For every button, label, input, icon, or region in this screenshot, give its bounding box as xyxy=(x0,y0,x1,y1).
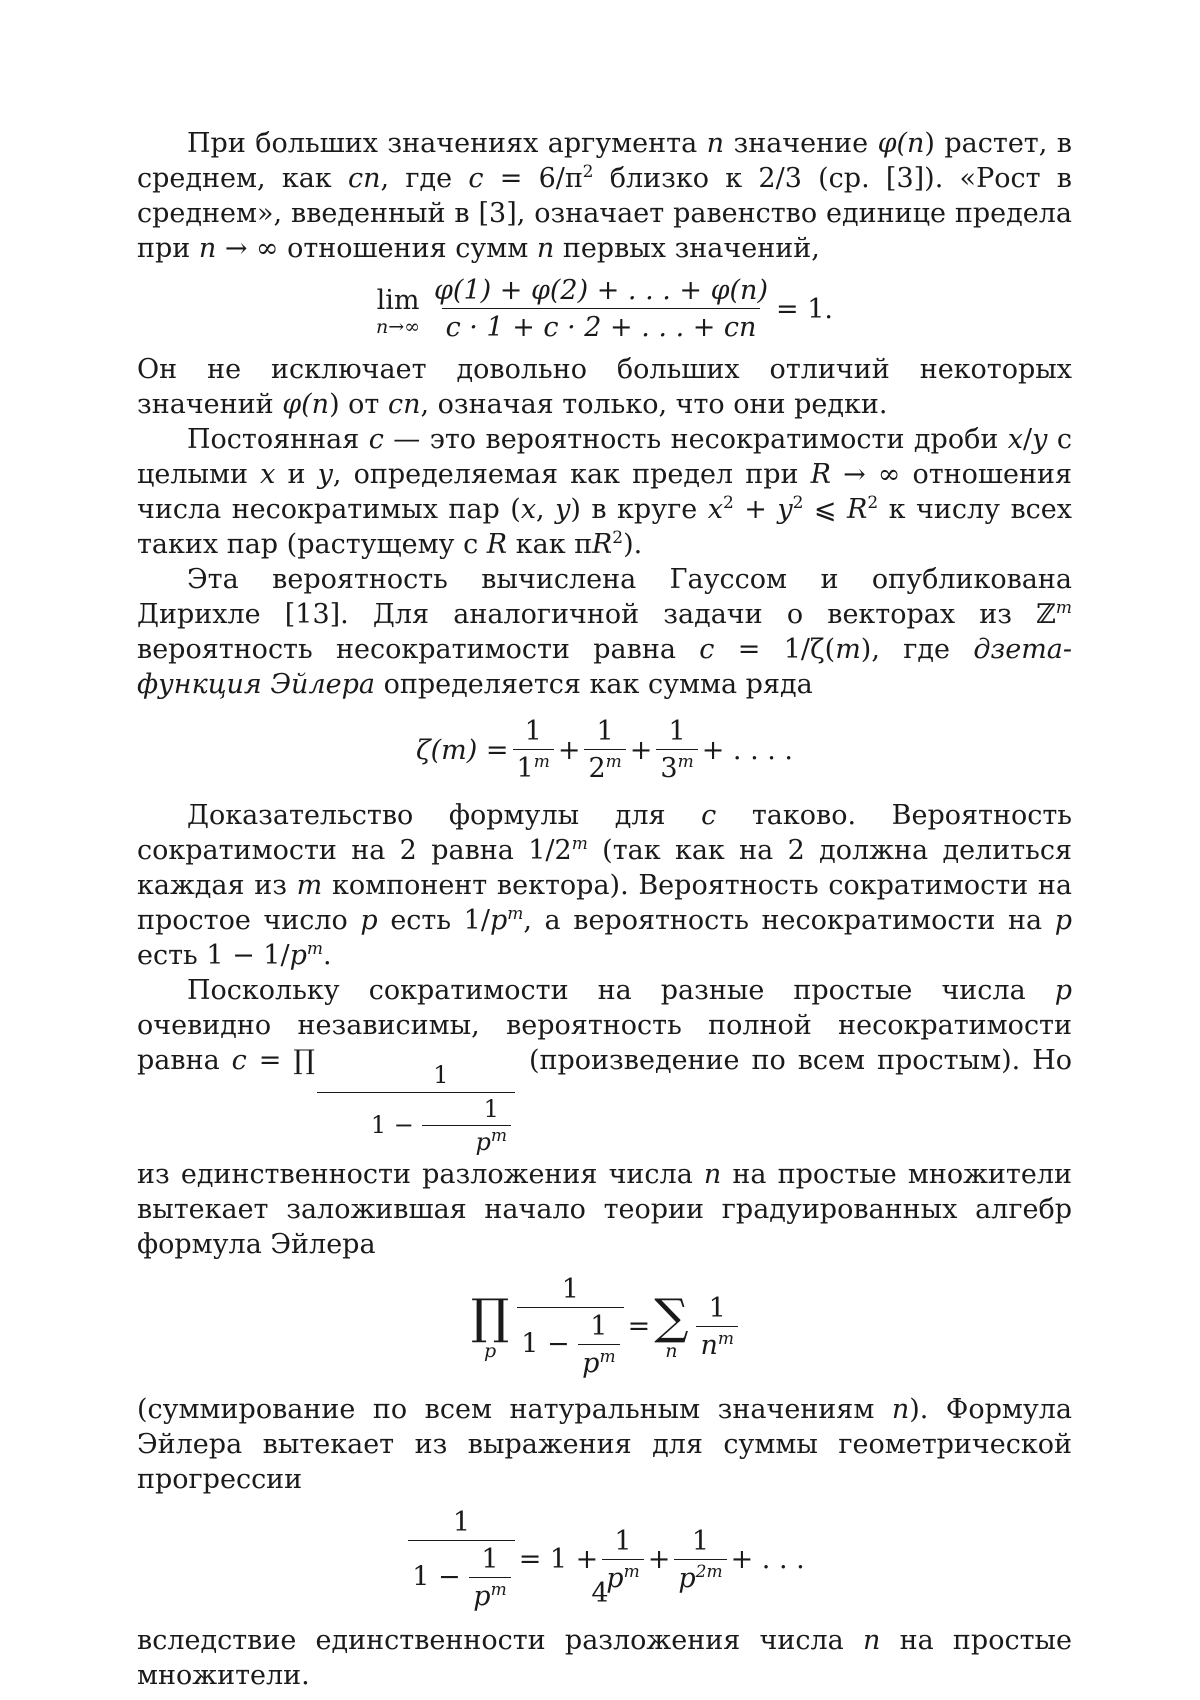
limit-operator: lim n→∞ xyxy=(376,284,421,338)
paragraph-8: вследствие единственности разложения числа n на простые множители. xyxy=(137,1624,1072,1691)
euler-rhs-fraction: $\frac{1}{n^m}$ xyxy=(696,1293,738,1361)
formula-limit: lim n→∞ $\frac{\varphi(1) + \varphi(2) + . . . + \varphi(n)}{c \cdot 1 + c \cdot 2 + . . . + cn}$ = 1. xyxy=(376,274,833,343)
paragraph-5: Доказательство формулы для c таково. Вероятность сократимости на 2 равна 1/2$^m$ (так как на 2 должна делиться каждая из m компонент вектора). Вероятность сократимости на простое число p есть $1/p^m$, а вероятность несократимости на p есть $1 - 1/p^m$. xyxy=(137,800,1072,971)
formula-zeta: ζ(m) = $\frac{1}{1^m}$ + $\frac{1}{2^m}$ + $\frac{1}{3^m}$ + . . . . xyxy=(416,715,793,784)
euler-fraction: 1 1 − $\frac{1}{p^m}$ xyxy=(517,1274,623,1379)
zeta-term-1: $\frac{1}{1^m}$ xyxy=(513,716,554,784)
sum-operator: ∑ n xyxy=(654,1288,689,1362)
paragraph-7: (суммирование по всем натуральным значениям n). Формула Эйлера вытекает из выражения для суммы геометрической прогрессии xyxy=(137,1393,1073,1495)
page-number: 4 xyxy=(591,1578,609,1609)
geometric-term-1: $\frac{1}{p^m}$ xyxy=(602,1526,643,1594)
paragraph-4: Эта вероятность вычислена Гауссом и опубликована Дирихле [13]. Для аналогичной задачи о векторах из ℤ$^m$ вероятность несократимости равна c = 1/ζ(m), где дзета-функция Эйлера определяется как сумма ряда xyxy=(137,564,1073,700)
formula-geometric: 1 1 − $\frac{1}{p^m}$ = 1 + $\frac{1}{p^m}$ + $\frac{1}{p^{2m}}$ + . . . xyxy=(137,1497,1072,1623)
geometric-term-2: $\frac{1}{p^{2m}}$ xyxy=(674,1526,726,1594)
zeta-term-3: $\frac{1}{3^m}$ xyxy=(656,716,697,784)
inline-product-fraction: 1 1 − $\frac{1}{p^m}$ xyxy=(317,1062,515,1157)
page-body xyxy=(137,126,1072,1693)
zeta-term-2: $\frac{1}{2^m}$ xyxy=(584,716,625,784)
paragraph-3: Постоянная c — это вероятность несократимости дроби x/y с целыми x и y, определяемая как предел при R → ∞ отношения числа несократимых пар (x, y) в круге $x^2 + y^2$ ⩽ $R^2$ к числу всех таких пар (растущему с R как $\pi R^2$). xyxy=(137,424,1073,560)
paragraph-1: При больших значениях аргумента n значение φ(n) растет, в среднем, как cn, где $c = 6/\pi^2$ близко к 2/3 (ср. [3]). «Рост в среднем», введенный в [3], означает равенство единице предела при n → ∞ отношения сумм n первых значений, xyxy=(137,128,1073,264)
paragraph-6: Поскольку сократимости на разные простые числа p очевидно независимы, вероятность полной несократимости равна c = ∏ 1 1 − $\frac{1}{p^m}$ (произведение по всем простым). Но из единственности разложения числа n на простые множители вытекает заложившая начало теории градуированных алгебр формула Эйлера xyxy=(137,975,1072,1260)
product-operator: ∏ p xyxy=(470,1288,510,1362)
limit-fraction: $\frac{\varphi(1) + \varphi(2) + . . . + \varphi(n)}{c \cdot 1 + c \cdot 2 + . . . + cn}$ xyxy=(434,274,768,343)
formula-euler: ∏ p 1 1 − $\frac{1}{p^m}$ = ∑ n $\frac{1}{n^m}$ xyxy=(137,1262,1072,1392)
emphasis-zeta-function: дзета-функция Эйлера xyxy=(137,634,1073,700)
paragraph-2: Он не исключает довольно больших отличий некоторых значений φ(n) от cn, означая только, что они редки. xyxy=(137,354,1072,420)
geometric-lhs-fraction: 1 1 − $\frac{1}{p^m}$ xyxy=(408,1507,514,1612)
